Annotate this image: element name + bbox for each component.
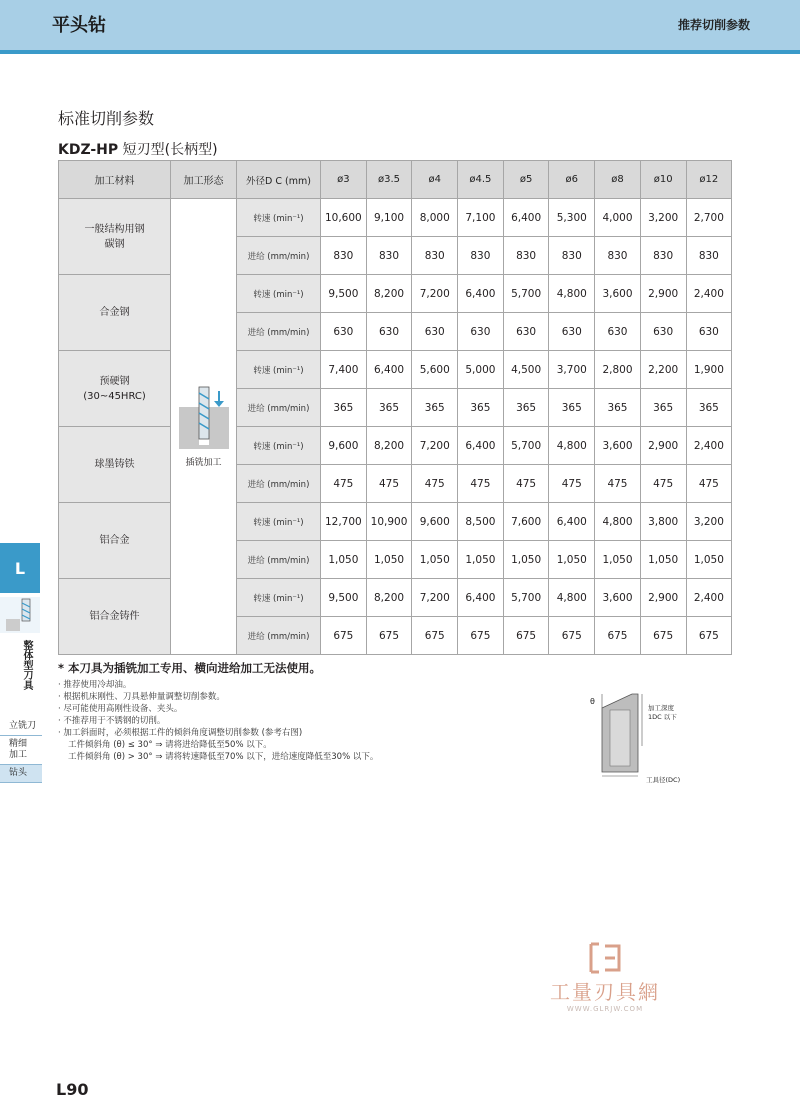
header-diameter: ø3.5 <box>366 161 412 199</box>
header-diameter: ø6 <box>549 161 595 199</box>
feed-value: 630 <box>321 313 367 351</box>
feed-value: 675 <box>366 617 412 655</box>
note-line: · 推荐使用冷却油。 <box>58 680 132 690</box>
speed-label: 转速 (min⁻¹) <box>237 351 321 389</box>
speed-value: 7,600 <box>503 503 549 541</box>
speed-value: 5,700 <box>503 579 549 617</box>
speed-value: 9,100 <box>366 199 412 237</box>
feed-value: 365 <box>595 389 641 427</box>
speed-value: 4,000 <box>595 199 641 237</box>
header-diameter: ø3 <box>321 161 367 199</box>
feed-label: 进给 (mm/min) <box>237 313 321 351</box>
feed-value: 630 <box>640 313 686 351</box>
speed-value: 8,500 <box>458 503 504 541</box>
speed-value: 6,400 <box>458 579 504 617</box>
feed-value: 830 <box>366 237 412 275</box>
header-form: 加工形态 <box>171 161 237 199</box>
depth-limit-label: 1DC 以下 <box>648 713 677 721</box>
feed-value: 365 <box>640 389 686 427</box>
side-menu-drill[interactable]: 钻头 <box>0 765 42 783</box>
speed-value: 7,100 <box>458 199 504 237</box>
speed-value: 7,200 <box>412 275 458 313</box>
watermark-url: WWW.GLRJW.COM <box>566 1005 644 1013</box>
speed-value: 6,400 <box>503 199 549 237</box>
speed-value: 5,700 <box>503 427 549 465</box>
feed-value: 630 <box>366 313 412 351</box>
header-section-label: 推荐切削参数 <box>677 18 750 32</box>
material-cell <box>59 427 171 503</box>
tool-diameter-label: 工具径(DC) <box>646 776 681 784</box>
speed-value: 8,200 <box>366 579 412 617</box>
note-warning: * 本刀具为插铣加工专用、横向进给加工无法使用。 <box>58 661 322 675</box>
feed-value: 365 <box>412 389 458 427</box>
table-row <box>59 579 732 617</box>
note-indent-line: 工件倾斜角 (θ) > 30° ⇒ 请将转速降低至70% 以下，进给速度降低至30% 以下。 <box>68 752 379 762</box>
material-cell <box>59 275 171 351</box>
side-menu <box>0 718 42 783</box>
table-row <box>59 275 732 313</box>
feed-value: 365 <box>321 389 367 427</box>
section-title: 标准切削参数 <box>58 109 155 128</box>
feed-label: 进给 (mm/min) <box>237 237 321 275</box>
material-cell <box>59 199 171 275</box>
feed-label: 进给 (mm/min) <box>237 541 321 579</box>
speed-value: 4,800 <box>549 275 595 313</box>
speed-value: 8,200 <box>366 275 412 313</box>
feed-value: 1,050 <box>640 541 686 579</box>
feed-value: 675 <box>595 617 641 655</box>
speed-value: 2,400 <box>686 275 732 313</box>
feed-value: 1,050 <box>321 541 367 579</box>
speed-value: 2,400 <box>686 579 732 617</box>
feed-value: 675 <box>458 617 504 655</box>
speed-value: 2,800 <box>595 351 641 389</box>
feed-value: 475 <box>503 465 549 503</box>
speed-value: 2,900 <box>640 275 686 313</box>
table-row <box>59 503 732 541</box>
header-title: 平头钻 <box>52 15 106 36</box>
speed-value: 9,500 <box>321 579 367 617</box>
feed-value: 675 <box>412 617 458 655</box>
feed-value: 365 <box>549 389 595 427</box>
feed-value: 675 <box>321 617 367 655</box>
feed-value: 830 <box>458 237 504 275</box>
material-name: 铝合金铸件 <box>89 611 140 622</box>
speed-value: 7,200 <box>412 579 458 617</box>
note-indent-line: 工件倾斜角 (θ) ≤ 30° ⇒ 请将进给降低至50% 以下。 <box>68 740 272 750</box>
header-diameter: ø8 <box>595 161 641 199</box>
tool-shape <box>610 710 630 766</box>
notes <box>58 660 598 763</box>
product-subtitle <box>58 139 218 159</box>
watermark-text: 工量刃具網 <box>550 980 660 1004</box>
material-subname: (30~45HRC) <box>83 390 146 402</box>
table-row <box>59 427 732 465</box>
model-name: KDZ-HP <box>58 142 119 158</box>
side-menu-endmill[interactable]: 立铣刀 <box>0 718 42 736</box>
side-menu-finishing-label: 精细 加工 <box>9 739 28 760</box>
feed-label: 进给 (mm/min) <box>237 389 321 427</box>
speed-value: 7,200 <box>412 427 458 465</box>
table-row <box>59 351 732 389</box>
feed-value: 475 <box>321 465 367 503</box>
material-cell <box>59 351 171 427</box>
plunge-milling-icon <box>177 385 231 449</box>
speed-value: 3,800 <box>640 503 686 541</box>
feed-value: 475 <box>458 465 504 503</box>
side-menu-finishing[interactable] <box>0 736 42 765</box>
material-name: 铝合金 <box>99 535 130 546</box>
watermark <box>535 940 675 1013</box>
header-material: 加工材料 <box>59 161 171 199</box>
drill-icon <box>0 597 40 633</box>
speed-value: 8,200 <box>366 427 412 465</box>
feed-value: 365 <box>458 389 504 427</box>
header-diameter: ø4 <box>412 161 458 199</box>
feed-value: 630 <box>458 313 504 351</box>
side-tab-l[interactable]: L <box>0 543 40 593</box>
header-diameter: ø10 <box>640 161 686 199</box>
feed-value: 630 <box>686 313 732 351</box>
feed-value: 1,050 <box>686 541 732 579</box>
feed-value: 630 <box>549 313 595 351</box>
speed-value: 6,400 <box>458 427 504 465</box>
cutting-params-table <box>58 160 732 655</box>
speed-value: 7,400 <box>321 351 367 389</box>
feed-value: 675 <box>686 617 732 655</box>
feed-value: 830 <box>503 237 549 275</box>
speed-value: 6,400 <box>549 503 595 541</box>
speed-value: 9,600 <box>412 503 458 541</box>
feed-value: 630 <box>503 313 549 351</box>
material-name: 合金钢 <box>99 307 130 318</box>
feed-value: 365 <box>366 389 412 427</box>
feed-value: 475 <box>366 465 412 503</box>
speed-value: 6,400 <box>458 275 504 313</box>
feed-value: 1,050 <box>549 541 595 579</box>
header-diameter: ø5 <box>503 161 549 199</box>
inclined-surface-diagram <box>588 684 728 784</box>
watermark-logo-icon <box>585 940 625 976</box>
table-row <box>59 199 732 237</box>
material-subname: 碳钢 <box>104 238 125 250</box>
speed-value: 5,300 <box>549 199 595 237</box>
speed-value: 2,900 <box>640 579 686 617</box>
speed-label: 转速 (min⁻¹) <box>237 275 321 313</box>
feed-value: 830 <box>595 237 641 275</box>
depth-label: 加工深度 <box>648 704 674 712</box>
feed-value: 630 <box>595 313 641 351</box>
speed-value: 4,800 <box>595 503 641 541</box>
feed-value: 830 <box>412 237 458 275</box>
speed-value: 10,600 <box>321 199 367 237</box>
material-name: 球墨铸铁 <box>94 459 135 470</box>
speed-value: 4,800 <box>549 579 595 617</box>
speed-value: 3,600 <box>595 275 641 313</box>
feed-label: 进给 (mm/min) <box>237 465 321 503</box>
speed-value: 5,000 <box>458 351 504 389</box>
material-cell <box>59 579 171 655</box>
feed-value: 675 <box>640 617 686 655</box>
page-header <box>0 0 800 54</box>
feed-value: 475 <box>595 465 641 503</box>
feed-value: 830 <box>321 237 367 275</box>
speed-value: 2,200 <box>640 351 686 389</box>
header-diameter: ø12 <box>686 161 732 199</box>
speed-value: 10,900 <box>366 503 412 541</box>
speed-value: 3,700 <box>549 351 595 389</box>
form-cell <box>171 199 237 655</box>
material-name: 预硬钢 <box>99 375 130 387</box>
speed-value: 4,500 <box>503 351 549 389</box>
speed-value: 5,600 <box>412 351 458 389</box>
feed-value: 475 <box>640 465 686 503</box>
speed-value: 2,900 <box>640 427 686 465</box>
speed-value: 6,400 <box>366 351 412 389</box>
feed-value: 1,050 <box>412 541 458 579</box>
feed-value: 830 <box>640 237 686 275</box>
feed-value: 475 <box>686 465 732 503</box>
model-type: 短刃型(长柄型) <box>122 142 218 158</box>
theta-label: θ <box>590 697 595 706</box>
speed-value: 8,000 <box>412 199 458 237</box>
speed-value: 3,200 <box>686 503 732 541</box>
note-line: · 不推荐用于不锈钢的切削。 <box>58 716 166 726</box>
feed-value: 475 <box>549 465 595 503</box>
speed-value: 12,700 <box>321 503 367 541</box>
speed-value: 9,500 <box>321 275 367 313</box>
feed-value: 630 <box>412 313 458 351</box>
speed-value: 5,700 <box>503 275 549 313</box>
header-diameter: ø4.5 <box>458 161 504 199</box>
feed-value: 830 <box>686 237 732 275</box>
feed-value: 475 <box>412 465 458 503</box>
feed-value: 365 <box>503 389 549 427</box>
feed-label: 进给 (mm/min) <box>237 617 321 655</box>
material-cell <box>59 503 171 579</box>
page-number: L90 <box>56 1080 89 1099</box>
note-line: · 尽可能使用高刚性设备、夹头。 <box>58 704 183 714</box>
feed-value: 675 <box>503 617 549 655</box>
header-dc: 外径D C (mm) <box>237 161 321 199</box>
speed-value: 4,800 <box>549 427 595 465</box>
speed-value: 3,200 <box>640 199 686 237</box>
speed-value: 1,900 <box>686 351 732 389</box>
note-line: · 根据机床刚性、刀具悬伸量调整切削参数。 <box>58 692 225 702</box>
feed-value: 1,050 <box>595 541 641 579</box>
speed-value: 3,600 <box>595 427 641 465</box>
speed-label: 转速 (min⁻¹) <box>237 503 321 541</box>
feed-value: 1,050 <box>503 541 549 579</box>
speed-label: 转速 (min⁻¹) <box>237 427 321 465</box>
speed-value: 2,400 <box>686 427 732 465</box>
feed-value: 1,050 <box>366 541 412 579</box>
speed-value: 9,600 <box>321 427 367 465</box>
feed-value: 365 <box>686 389 732 427</box>
note-line: · 加工斜面时，必须根据工件的倾斜角度调整切削参数 (参考右图) <box>58 728 303 738</box>
speed-value: 3,600 <box>595 579 641 617</box>
feed-value: 830 <box>549 237 595 275</box>
speed-label: 转速 (min⁻¹) <box>237 579 321 617</box>
feed-value: 675 <box>549 617 595 655</box>
feed-value: 1,050 <box>458 541 504 579</box>
speed-value: 2,700 <box>686 199 732 237</box>
form-label: 插铣加工 <box>185 458 222 468</box>
speed-label: 转速 (min⁻¹) <box>237 199 321 237</box>
material-name: 一般结构用钢 <box>84 223 145 235</box>
side-category-label: 整体型刀具 <box>21 640 32 690</box>
